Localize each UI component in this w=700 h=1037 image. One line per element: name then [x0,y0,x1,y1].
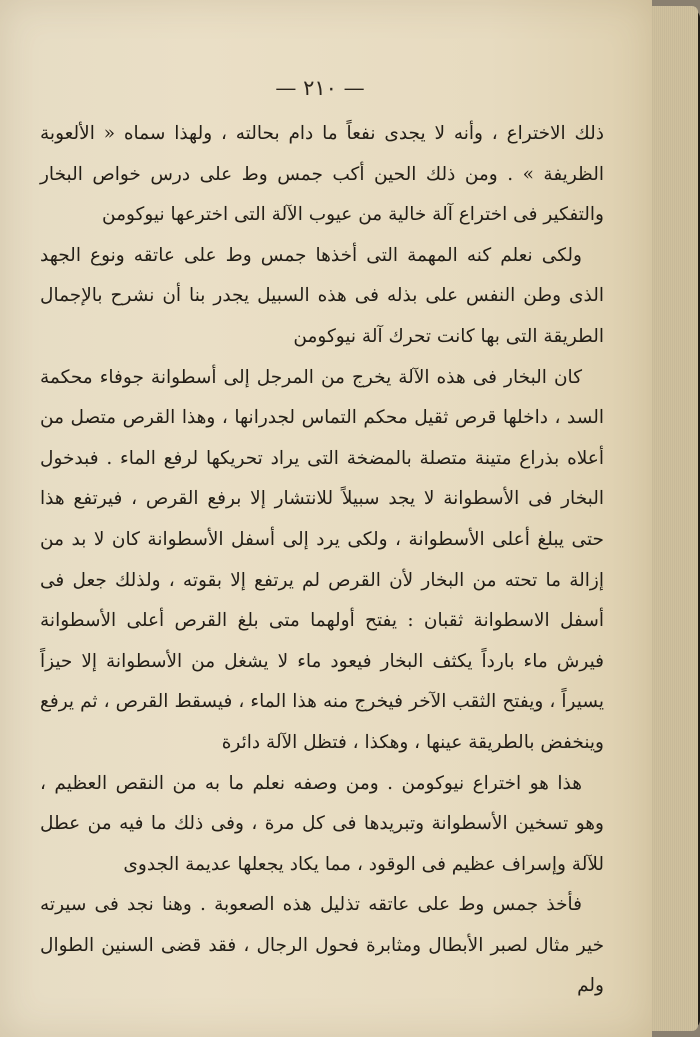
paragraph-2: ولكى نعلم كنه المهمة التى أخذها جمس وط على عاتقه ونوع الجهد الذى وطن النفس على بذله فى هذه السبيل يجدر بنا أن نشرح بالإجمال الطريقة التى بها كانت تحرك آلة نيوكومن [40,244,604,347]
page-number: — ٢١٠ — [275,76,365,100]
paragraph-1: ذلك الاختراع ، وأنه لا يجدى نفعاً ما دام بحالته ، ولهذا سماه « الألعوبة الظريفة » . ومن ذلك الحين أكب جمس وط على درس خواص البخار والتفكير فى اختراع آلة خالية من عيوب الآلة التى اخترعها نيوكومن [40,123,604,226]
paragraph-4: هذا هو اختراع نيوكومن . ومن وصفه نعلم ما به من النقص العظيم ، وهو تسخين الأسطوانة وتبريدها فى كل مرة ، وفى ذلك ما فيه من عطل للآلة وإسراف عظيم فى الوقود ، مما يكاد يجعلها عديمة الجدوى [40,772,604,875]
body-text [40,114,604,1007]
paragraph-3: كان البخار فى هذه الآلة يخرج من المرجل إلى أسطوانة جوفاء محكمة السد ، داخلها قرص ثقيل محكم التماس لجدرانها ، وهذا القرص متصل من أعلاه بذراع متينة متصلة بالمضخة التى يراد تحريكها لرفع الماء . فبدخول البخار فى الأسطوانة لا يجد سبيلاً للانتشار إلا برفع القرص ، فيرتفع هذا حتى يبلغ أعلى الأسطوانة ، ولكى يرد إلى أسفل الأسطوانة كان لا بد من إزالة ما تحته من البخار لأن القرص لم يرتفع إلا بقوته ، ولذلك جعل فى أسفل الاسطوانة ثقبان : يفتح أولهما متى بلغ القرص أعلى الأسطوانة فيرش ماء بارداً يكثف البخار فيعود ماء لا يشغل من الأسطوانة إلا حيزاً يسيراً ، ويفتح الثقب الآخر فيخرج منه هذا الماء ، فيسقط القرص ، ثم يرفع وينخفض بالطريقة عينها ، وهكذا ، فتظل الآلة دائرة [40,366,604,753]
paragraph-5: فأخذ جمس وط على عاتقه تذليل هذه الصعوبة . وهنا نجد فى سيرته خير مثال لصبر الأبطال ومثابرة فحول الرجال ، فقد قضى السنين الطوال ولم [40,894,604,997]
